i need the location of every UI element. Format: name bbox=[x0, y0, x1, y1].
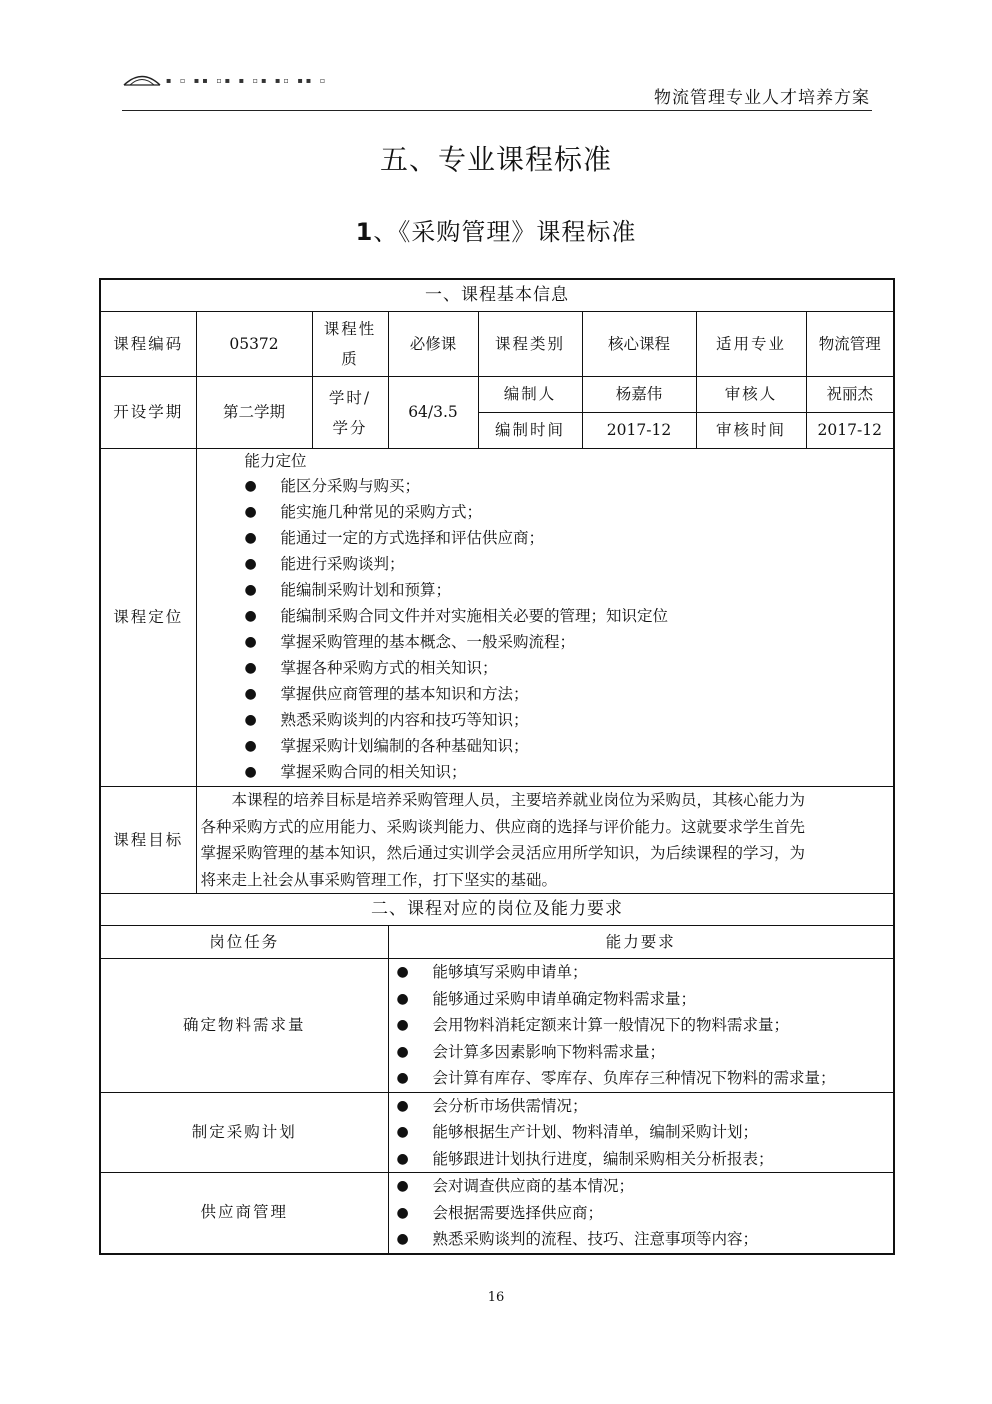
list-item: ● 能通过一定的方式选择和评估供应商； bbox=[241, 525, 894, 551]
school-emblem-icon bbox=[122, 72, 162, 86]
list-item: ● 能够填写采购申请单； bbox=[389, 959, 894, 986]
task-name: 制定采购计划 bbox=[100, 1092, 388, 1173]
course-code-value: 05372 bbox=[196, 312, 312, 377]
bullet-icon: ● bbox=[396, 964, 409, 980]
list-item: ● 能编制采购计划和预算； bbox=[241, 577, 894, 603]
bullet-icon: ● bbox=[396, 1178, 409, 1194]
compile-date-value: 2017-12 bbox=[582, 413, 696, 449]
list-item: ● 能编制采购合同文件并对实施相关必要的管理；知识定位 bbox=[241, 603, 894, 629]
list-item: ● 熟悉采购谈判的内容和技巧等知识； bbox=[241, 707, 894, 733]
bullet-icon: ● bbox=[396, 1150, 409, 1167]
task-name: 供应商管理 bbox=[100, 1173, 388, 1254]
list-item: ● 掌握供应商管理的基本知识和方法； bbox=[241, 681, 894, 707]
bullet-icon: ● bbox=[244, 556, 257, 572]
reviewer-label: 审核人 bbox=[696, 377, 806, 413]
list-item: ● 能实施几种常见的采购方式； bbox=[241, 499, 894, 525]
list-item: ● 会根据需要选择供应商； bbox=[389, 1200, 894, 1227]
bullet-icon: ● bbox=[244, 634, 257, 650]
bullet-icon: ● bbox=[396, 1204, 409, 1221]
course-objective-label: 课程目标 bbox=[100, 787, 196, 894]
task-requirements bbox=[388, 959, 894, 1093]
page-title: 五、专业课程标准 bbox=[379, 143, 612, 176]
column-header-ability: 能力要求 bbox=[388, 926, 894, 959]
review-date-label: 审核时间 bbox=[696, 413, 806, 449]
bullet-icon: ● bbox=[396, 990, 409, 1007]
author-label: 编制人 bbox=[478, 377, 582, 413]
list-item: ● 会计算多因素影响下物料需求量； bbox=[389, 1039, 894, 1066]
semester-value: 第二学期 bbox=[196, 377, 312, 449]
course-code-label: 课程编码 bbox=[100, 312, 196, 377]
reviewer-value: 祝丽杰 bbox=[806, 377, 894, 413]
bullet-icon: ● bbox=[396, 1070, 409, 1086]
bullet-icon: ● bbox=[244, 738, 257, 754]
list-item: ● 能够根据生产计划、物料清单，编制采购计划； bbox=[389, 1119, 894, 1146]
ability-positioning-heading: 能力定位 bbox=[244, 452, 307, 470]
hours-credits-label: 学时/学分 bbox=[312, 377, 388, 449]
bullet-icon: ● bbox=[396, 1231, 409, 1247]
bullet-icon: ● bbox=[244, 504, 257, 520]
column-header-task: 岗位任务 bbox=[100, 926, 388, 959]
task-requirements bbox=[388, 1173, 894, 1254]
course-category-label: 课程类别 bbox=[478, 312, 582, 377]
section-title-text: 、《采购管理》课程标准 bbox=[373, 218, 637, 246]
bullet-icon: ● bbox=[244, 764, 257, 780]
course-standard-table bbox=[99, 278, 895, 1255]
bullet-icon: ● bbox=[396, 1017, 409, 1033]
hours-credits-value: 64/3.5 bbox=[388, 377, 478, 449]
list-item: ● 会计算有库存、零库存、负库存三种情况下物料的需求量； bbox=[389, 1065, 894, 1092]
bullet-icon: ● bbox=[244, 712, 257, 728]
list-item: ● 掌握采购管理的基本概念、一般采购流程； bbox=[241, 629, 894, 655]
section-title bbox=[0, 212, 992, 247]
applicable-major-value: 物流管理 bbox=[806, 312, 894, 377]
task-requirements bbox=[388, 1092, 894, 1173]
review-date-value: 2017-12 bbox=[806, 413, 894, 449]
bullet-icon: ● bbox=[396, 1043, 409, 1060]
page-number: 16 bbox=[487, 1290, 505, 1305]
section-number: 1 bbox=[355, 218, 374, 246]
list-item: ● 掌握采购合同的相关知识； bbox=[241, 759, 894, 785]
applicable-major-label: 适用专业 bbox=[696, 312, 806, 377]
list-item: ● 能够跟进计划执行进度，编制采购相关分析报表； bbox=[389, 1146, 894, 1173]
compile-date-label: 编制时间 bbox=[478, 413, 582, 449]
author-value: 杨嘉伟 bbox=[582, 377, 696, 413]
bullet-icon: ● bbox=[396, 1124, 409, 1140]
bullet-icon: ● bbox=[244, 582, 257, 598]
header-title: 物流管理专业人才培养方案 bbox=[654, 88, 870, 108]
bullet-icon: ● bbox=[244, 686, 257, 702]
bullet-icon: ● bbox=[396, 1097, 409, 1114]
task-name: 确定物料需求量 bbox=[100, 959, 388, 1093]
list-item: ● 会分析市场供需情况； bbox=[389, 1093, 894, 1120]
semester-label: 开设学期 bbox=[100, 377, 196, 449]
section-job-requirements-header: 二、课程对应的岗位及能力要求 bbox=[100, 894, 894, 926]
list-item: ● 会对调查供应商的基本情况； bbox=[389, 1173, 894, 1200]
list-item: ● 会用物料消耗定额来计算一般情况下的物料需求量； bbox=[389, 1012, 894, 1039]
list-item: ● 能够通过采购申请单确定物料需求量； bbox=[389, 986, 894, 1013]
page-header bbox=[122, 70, 872, 111]
bullet-icon: ● bbox=[244, 478, 257, 494]
bullet-icon: ● bbox=[244, 660, 257, 676]
bullet-icon: ● bbox=[244, 530, 257, 546]
list-item: ● 掌握各种采购方式的相关知识； bbox=[241, 655, 894, 681]
course-positioning-content bbox=[196, 449, 894, 787]
course-nature-label: 课程性质 bbox=[312, 312, 388, 377]
list-item: ● 掌握采购计划编制的各种基础知识； bbox=[241, 733, 894, 759]
section-basic-info-header: 一、课程基本信息 bbox=[100, 279, 894, 312]
list-item: ● 能区分采购与购买； bbox=[241, 473, 894, 499]
course-category-value: 核心课程 bbox=[582, 312, 696, 377]
course-positioning-label: 课程定位 bbox=[100, 449, 196, 787]
list-item: ● 能进行采购谈判； bbox=[241, 551, 894, 577]
list-item: ● 熟悉采购谈判的流程、技巧、注意事项等内容； bbox=[389, 1226, 894, 1253]
logo-wordmark: ▪ ▫ ▪▪ ▫▪ ▪ ▫▪ ▪▫ ▪▪ ▫ bbox=[166, 78, 329, 84]
course-nature-value: 必修课 bbox=[388, 312, 478, 377]
bullet-icon: ● bbox=[244, 608, 257, 624]
course-objective-text: 本课程的培养目标是培养采购管理人员，主要培养就业岗位为采购员，其核心能力为 各种采购方式的应用能力、采购谈判能力、供应商的选择与评价能力。这就要求学生首先 掌握采购管理的基本知识，然后通过实训学会灵活应用所学知识，为后续课程的学习，为 将来走上社会从事采购管理工作，打下坚实的基础。 bbox=[196, 787, 894, 894]
